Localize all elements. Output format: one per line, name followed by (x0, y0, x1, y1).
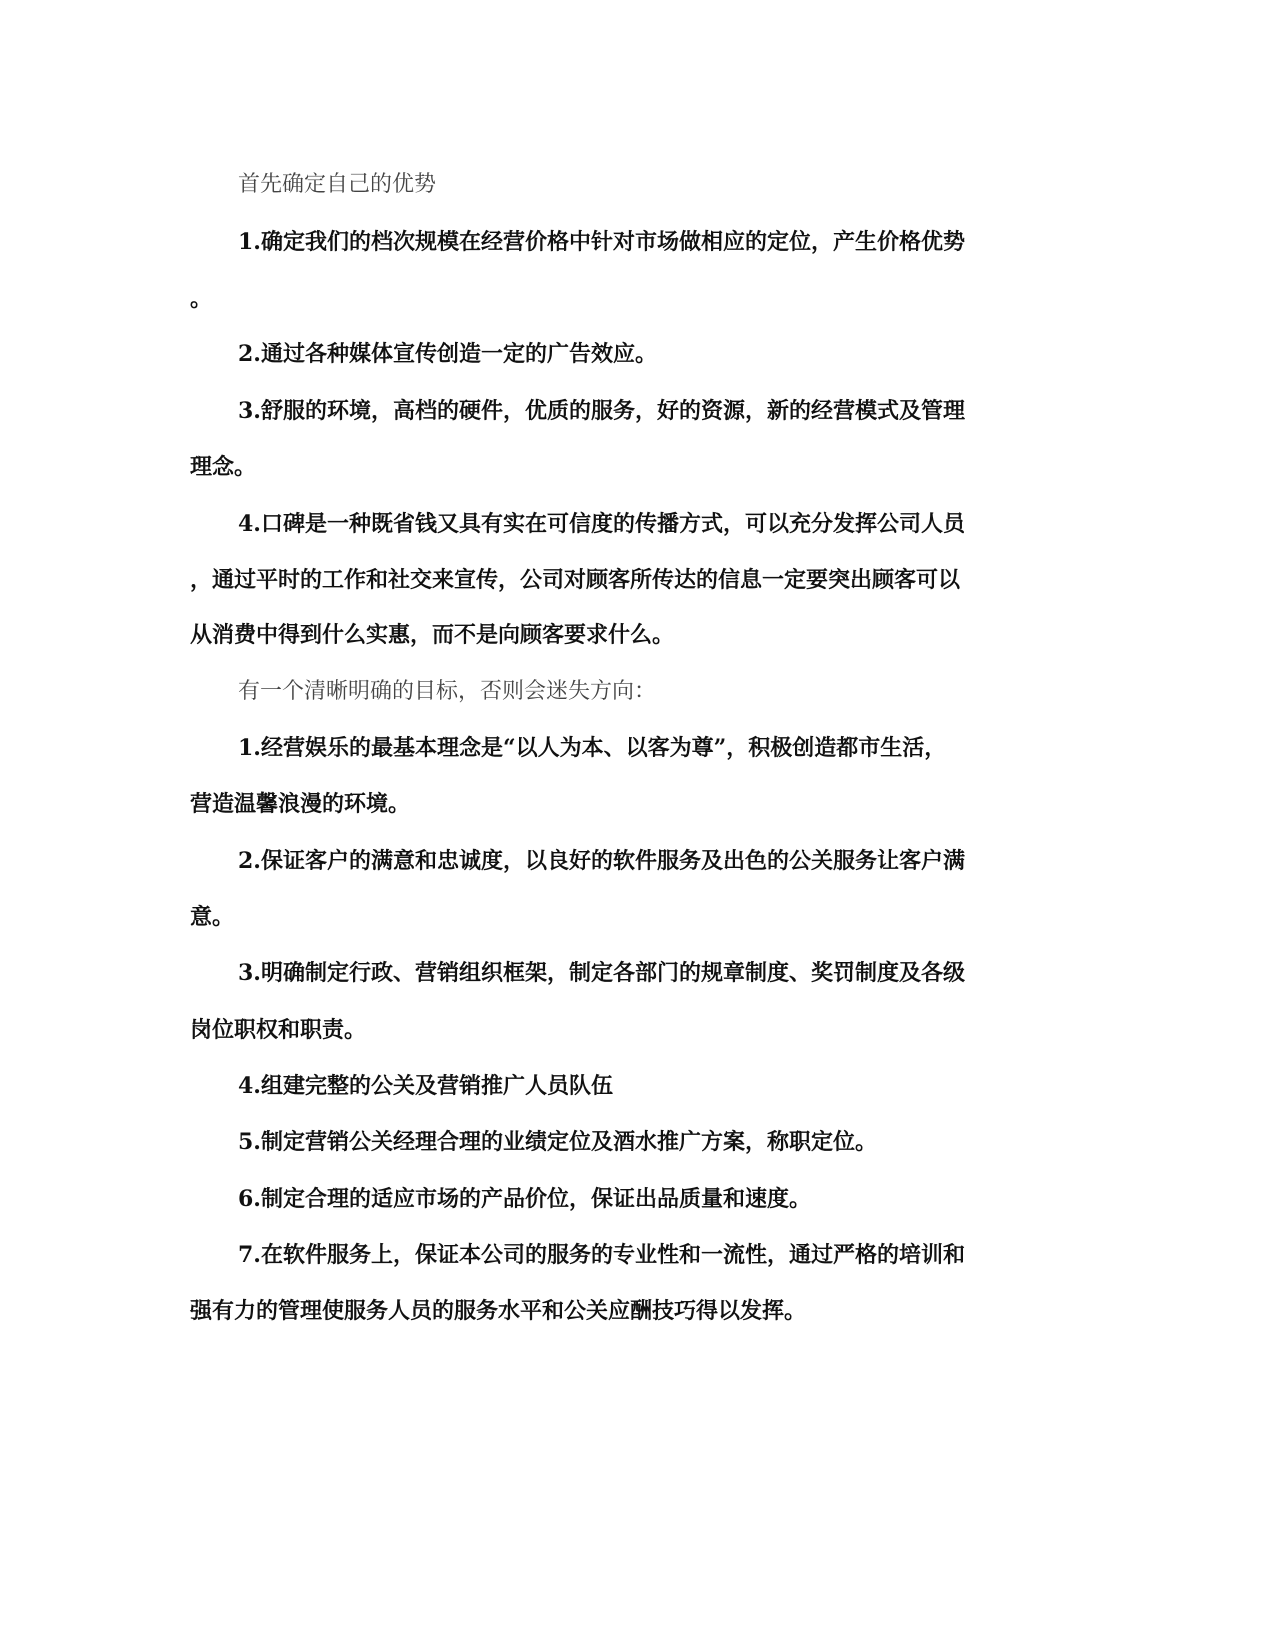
section2-item3-line1: 3.明确制定行政、营销组织框架，制定各部门的规章制度、奖罚制度及各级 (238, 960, 965, 986)
section1-item4-line2: ，通过平时的工作和社交来宣传，公司对顾客所传达的信息一定要突出顾客可以 (190, 567, 961, 593)
section2-heading: 有一个清晰明确的目标，否则会迷失方向： (238, 679, 657, 704)
section2-item7-line2: 强有力的管理使服务人员的服务水平和公关应酬技巧得以发挥。 (190, 1298, 807, 1324)
section1-item4-line1: 4.口碑是一种既省钱又具有实在可信度的传播方式，可以充分发挥公司人员 (238, 511, 965, 537)
section1-item4-line3: 从消费中得到什么实惠，而不是向顾客要求什么。 (190, 622, 675, 648)
section2-item7-line1: 7.在软件服务上，保证本公司的服务的专业性和一流性，通过严格的培训和 (238, 1242, 965, 1268)
section2-item2-line2: 意。 (190, 904, 235, 930)
section2-item1-line2: 营造温馨浪漫的环境。 (190, 791, 411, 817)
section2-item6-line1: 6.制定合理的适应市场的产品价位，保证出品质量和速度。 (238, 1186, 811, 1212)
section2-item2-line1: 2.保证客户的满意和忠诚度，以良好的软件服务及出色的公关服务让客户满 (238, 848, 965, 874)
section1-item2-line1: 2.通过各种媒体宣传创造一定的广告效应。 (238, 341, 657, 367)
section2-item1-line1: 1.经营娱乐的最基本理念是“以人为本、以客为尊”，积极创造都市生活， (238, 735, 947, 761)
section1-heading: 首先确定自己的优势 (238, 172, 437, 197)
section1-item3-line2: 理念。 (190, 454, 257, 480)
section1-item1-line2: 。 (190, 286, 213, 312)
section2-item5-line1: 5.制定营销公关经理合理的业绩定位及酒水推广方案，称职定位。 (238, 1129, 877, 1155)
section1-item3-line1: 3.舒服的环境，高档的硬件，优质的服务，好的资源，新的经营模式及管理 (238, 398, 965, 424)
section1-item1-line1: 1.确定我们的档次规模在经营价格中针对市场做相应的定位，产生价格优势 (238, 229, 965, 255)
section2-item4-line1: 4.组建完整的公关及营销推广人员队伍 (238, 1073, 613, 1099)
section2-item3-line2: 岗位职权和职责。 (190, 1017, 367, 1043)
